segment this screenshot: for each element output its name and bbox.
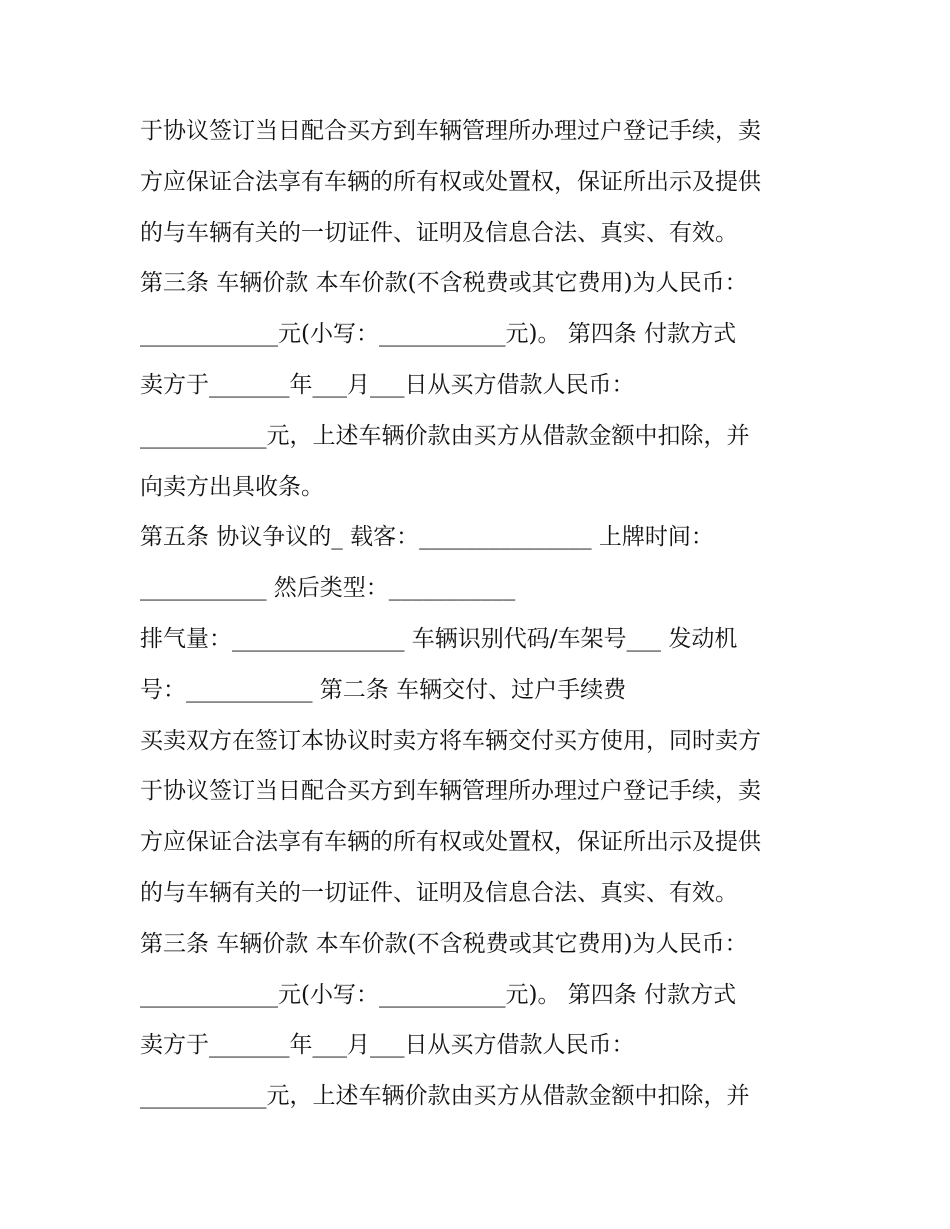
document-body (140, 106, 830, 1122)
text-line: 方应保证合法享有车辆的所有权或处置权，保证所出示及提供 (140, 168, 761, 195)
text-line: 卖方于_______年___月___日从买方借款人民币： (140, 1032, 635, 1059)
text-line: 买卖双方在签订本协议时卖方将车辆交付买方使用，同时卖方 (140, 727, 761, 754)
text-line: ____________元(小写：___________元)。 第四条 付款方式 (140, 321, 737, 348)
text-line: 于协议签订当日配合买方到车辆管理所办理过户登记手续，卖 (140, 118, 761, 144)
text-line: 号：___________ 第二条 车辆交付、过户手续费 (140, 676, 627, 703)
text-line: 的与车辆有关的一切证件、证明及信息合法、真实、有效。 (140, 879, 738, 906)
text-line: ___________ 然后类型：___________ (140, 575, 516, 602)
text-line: 第五条 协议争议的_ 载客：_______________ 上牌时间： (140, 524, 714, 551)
text-line: 于协议签订当日配合买方到车辆管理所办理过户登记手续，卖 (140, 778, 761, 805)
text-line: ___________元，上述车辆价款由买方从借款金额中扣除，并 (140, 422, 750, 449)
text-line: 第三条 车辆价款 本车价款(不含税费或其它费用)为人民币： (140, 930, 748, 957)
text-line: ___________元，上述车辆价款由买方从借款金额中扣除，并 (140, 1083, 750, 1110)
text-line: 第三条 车辆价款 本车价款(不含税费或其它费用)为人民币： (140, 270, 748, 297)
text-line: 向卖方出具收条。 (140, 473, 324, 500)
text-line: 方应保证合法享有车辆的所有权或处置权，保证所出示及提供 (140, 829, 761, 856)
text-line: 卖方于_______年___月___日从买方借款人民币： (140, 371, 635, 398)
text-line: 排气量：_______________ 车辆识别代码/车架号___ 发动机 (140, 625, 738, 652)
text-line: 的与车辆有关的一切证件、证明及信息合法、真实、有效。 (140, 219, 738, 246)
text-line: ____________元(小写：___________元)。 第四条 付款方式 (140, 981, 737, 1008)
